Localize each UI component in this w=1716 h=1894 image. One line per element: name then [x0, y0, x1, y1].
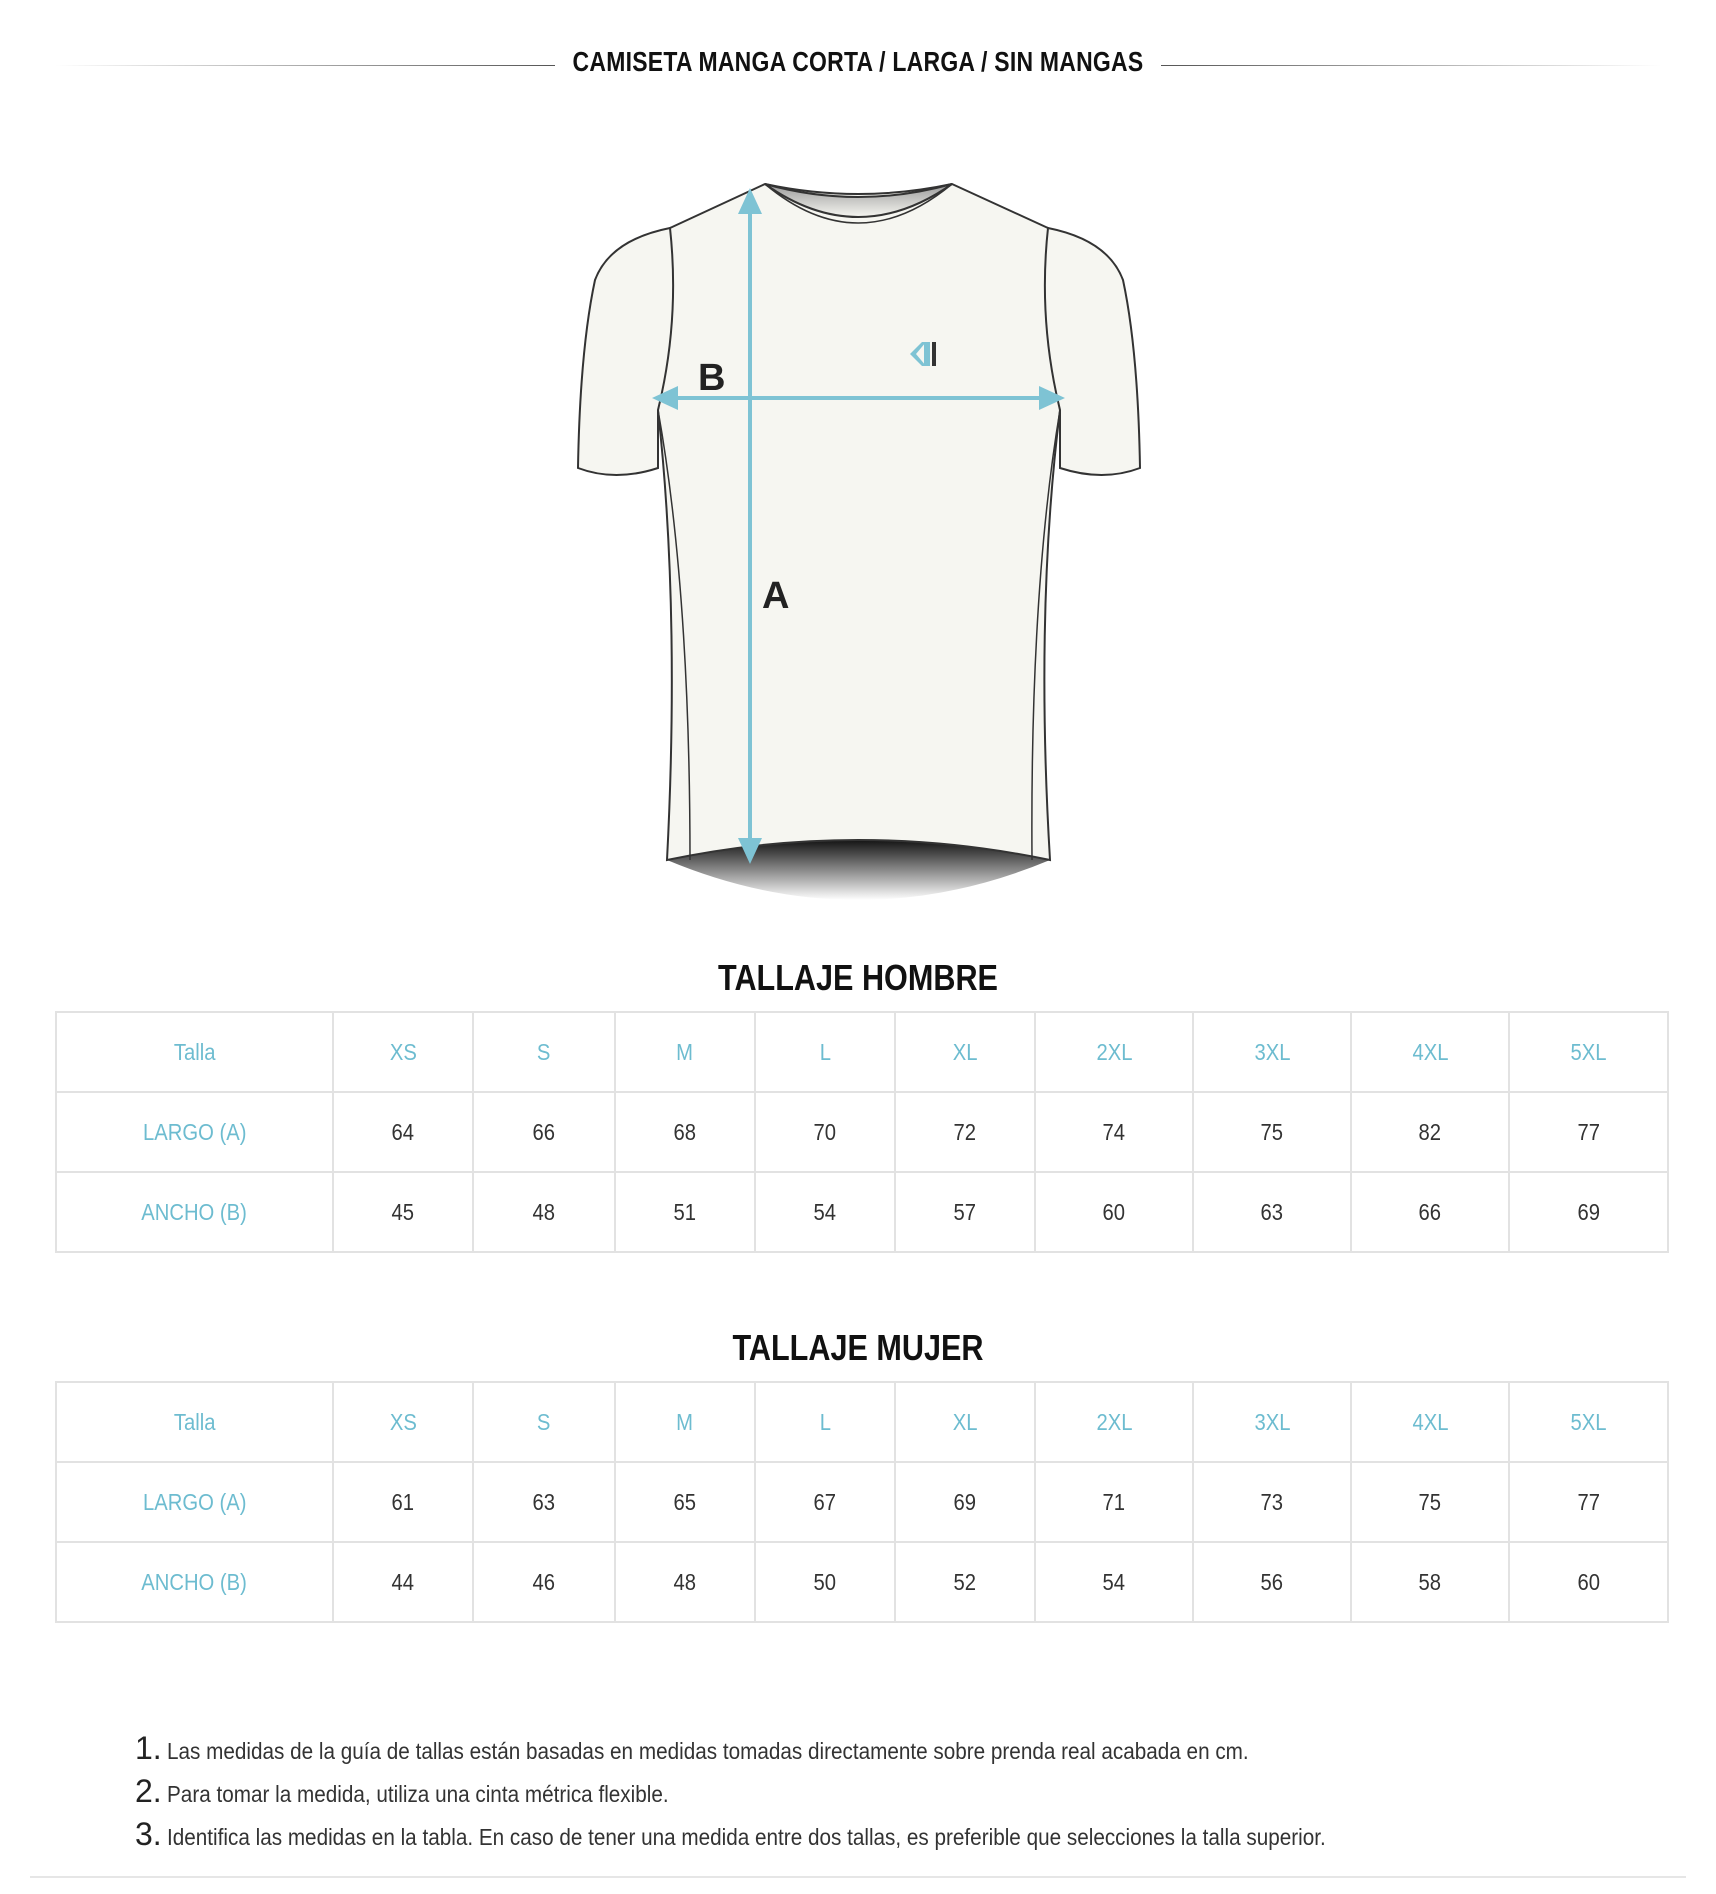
bottom-divider [30, 1876, 1686, 1878]
table-cell: 73 [1193, 1462, 1351, 1542]
row-label: LARGO (A) [56, 1092, 333, 1172]
size-header: 4XL [1351, 1012, 1509, 1092]
note-number: 1. [135, 1730, 162, 1766]
table-cell: 60 [1509, 1542, 1668, 1622]
table-cell: 70 [755, 1092, 895, 1172]
size-header: XS [333, 1382, 473, 1462]
note-text: Identifica las medidas en la tabla. En caso de tener una medida entre dos tallas, es preferible que selecciones la talla superior. [167, 1824, 1326, 1850]
women-size-table [55, 1381, 1669, 1623]
row-label: ANCHO (B) [56, 1542, 333, 1622]
left-sleeve [578, 228, 673, 475]
table-cell: 45 [333, 1172, 473, 1252]
size-header: 3XL [1193, 1382, 1351, 1462]
note-text: Las medidas de la guía de tallas están basadas en medidas tomadas directamente sobre prenda real acabada en cm. [167, 1738, 1249, 1764]
table-cell: 56 [1193, 1542, 1351, 1622]
table-cell: 51 [615, 1172, 755, 1252]
table-cell: 63 [473, 1462, 615, 1542]
page-title: CAMISETA MANGA CORTA / LARGA / SIN MANGAS [572, 46, 1144, 77]
size-header: L [755, 1382, 895, 1462]
table-cell: 52 [895, 1542, 1035, 1622]
table-cell: 72 [895, 1092, 1035, 1172]
size-header: 3XL [1193, 1012, 1351, 1092]
men-size-table [55, 1011, 1669, 1253]
label-a: A [762, 575, 790, 617]
table-cell: 44 [333, 1542, 473, 1622]
size-header: M [615, 1382, 755, 1462]
size-header: 2XL [1035, 1382, 1193, 1462]
size-header: XL [895, 1012, 1035, 1092]
list-item [135, 1816, 1635, 1859]
table-cell: 71 [1035, 1462, 1193, 1542]
note-number: 2. [135, 1773, 162, 1809]
table-cell: 54 [1035, 1542, 1193, 1622]
shirt-illustration [540, 170, 1180, 920]
label-b: B [698, 357, 726, 399]
size-header: XS [333, 1012, 473, 1092]
table-cell: 64 [333, 1092, 473, 1172]
table-row [56, 1542, 1668, 1622]
size-header: L [755, 1012, 895, 1092]
row-label: LARGO (A) [56, 1462, 333, 1542]
women-size-title: TALLAJE MUJER [732, 1327, 984, 1368]
right-sleeve [1045, 228, 1140, 475]
note-number: 3. [135, 1816, 162, 1852]
header-cell: Talla [56, 1382, 333, 1462]
table-cell: 77 [1509, 1462, 1668, 1542]
size-header: XL [895, 1382, 1035, 1462]
table-cell: 69 [1509, 1172, 1668, 1252]
table-cell: 46 [473, 1542, 615, 1622]
table-cell: 65 [615, 1462, 755, 1542]
table-cell: 77 [1509, 1092, 1668, 1172]
notes-list [135, 1730, 1635, 1859]
table-cell: 82 [1351, 1092, 1509, 1172]
size-header: 5XL [1509, 1382, 1668, 1462]
page-header [0, 40, 1716, 90]
table-cell: 58 [1351, 1542, 1509, 1622]
header-cell: Talla [56, 1012, 333, 1092]
table-header-row [56, 1012, 1668, 1092]
table-cell: 48 [615, 1542, 755, 1622]
table-cell: 57 [895, 1172, 1035, 1252]
table-cell: 67 [755, 1462, 895, 1542]
list-item [135, 1773, 1635, 1816]
table-cell: 69 [895, 1462, 1035, 1542]
table-cell: 63 [1193, 1172, 1351, 1252]
men-size-title: TALLAJE HOMBRE [718, 957, 998, 998]
table-cell: 75 [1193, 1092, 1351, 1172]
table-header-row [56, 1382, 1668, 1462]
table-cell: 75 [1351, 1462, 1509, 1542]
size-header: S [473, 1382, 615, 1462]
table-row [56, 1092, 1668, 1172]
table-row [56, 1462, 1668, 1542]
size-header: S [473, 1012, 615, 1092]
header-line-right [1161, 65, 1661, 66]
table-cell: 60 [1035, 1172, 1193, 1252]
list-item [135, 1730, 1635, 1773]
table-cell: 74 [1035, 1092, 1193, 1172]
table-cell: 66 [1351, 1172, 1509, 1252]
size-header: 2XL [1035, 1012, 1193, 1092]
size-header: 4XL [1351, 1382, 1509, 1462]
table-cell: 66 [473, 1092, 615, 1172]
table-cell: 54 [755, 1172, 895, 1252]
size-header: 5XL [1509, 1012, 1668, 1092]
row-label: ANCHO (B) [56, 1172, 333, 1252]
table-cell: 68 [615, 1092, 755, 1172]
table-cell: 50 [755, 1542, 895, 1622]
size-header: M [615, 1012, 755, 1092]
table-row [56, 1172, 1668, 1252]
table-cell: 61 [333, 1462, 473, 1542]
note-text: Para tomar la medida, utiliza una cinta métrica flexible. [167, 1781, 669, 1807]
table-cell: 48 [473, 1172, 615, 1252]
shirt-body [658, 184, 1060, 860]
